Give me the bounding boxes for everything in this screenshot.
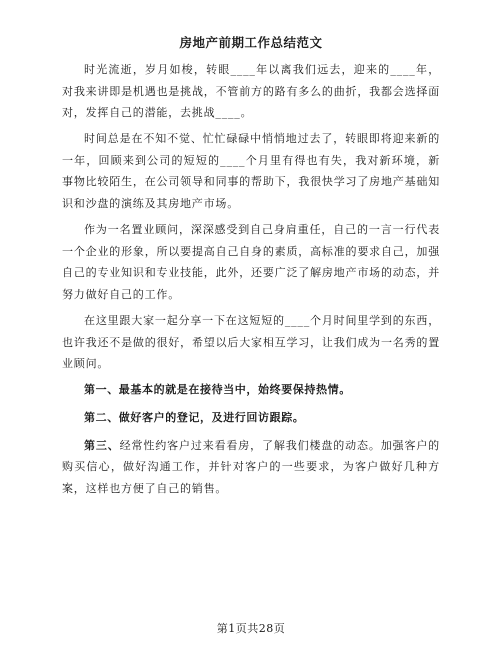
paragraph-4: 在这里跟大家一起分享一下在这短短的____个月时间里学到的东西，也许我还不是做的很好，希望以后大家相互学习，让我们成为一名秀的置业顾问。 [62,314,440,371]
point-2-heading: 第二、做好客户的登记，及进行回访跟踪。 [84,410,305,424]
page-number: 第1页共28页 [216,622,286,635]
paragraph-3: 作为一名置业顾问，深深感受到自己身肩重任，自己的一言一行代表一个企业的形象，所以要提高自己自身的素质，高标准的要求自己，加强自己的专业知识和专业技能，此外，还要广泛了解房地产市场的动态，并努力做好自己的工作。 [62,223,440,301]
point-3-body: 经常性约客户过来看看房，了解我们楼盘的动态。加强客户的购买信心，做好沟通工作，并针对客户的一些要求，为客户做好几种方案，这样也方便了自己的销售。 [62,438,440,495]
point-3-lead: 第三、 [84,438,120,452]
point-3-paragraph [62,435,440,500]
paragraph-2: 时间总是在不知不觉、忙忙碌碌中悄悄地过去了，转眼即将迎来新的一年，回顾来到公司的短短的____个月里有得也有失，我对新环境，新事物比较陌生，在公司领导和同事的帮助下，我很快学习了房地产基础知识和沙盘的演练及其房地产市场。 [62,132,440,211]
paragraph-1: 时光流逝，岁月如梭，转眼____年以离我们远去，迎来的____年，对我来讲即是机遇也是挑战，不管前方的路有多么的曲折，我都会选择面对，发挥自己的潜能，去挑战____。 [62,63,440,120]
document-title: 房地产前期工作总结范文 [179,35,323,50]
point-1-heading: 第一、最基本的就是在接待当中，始终要保持热情。 [84,383,351,397]
